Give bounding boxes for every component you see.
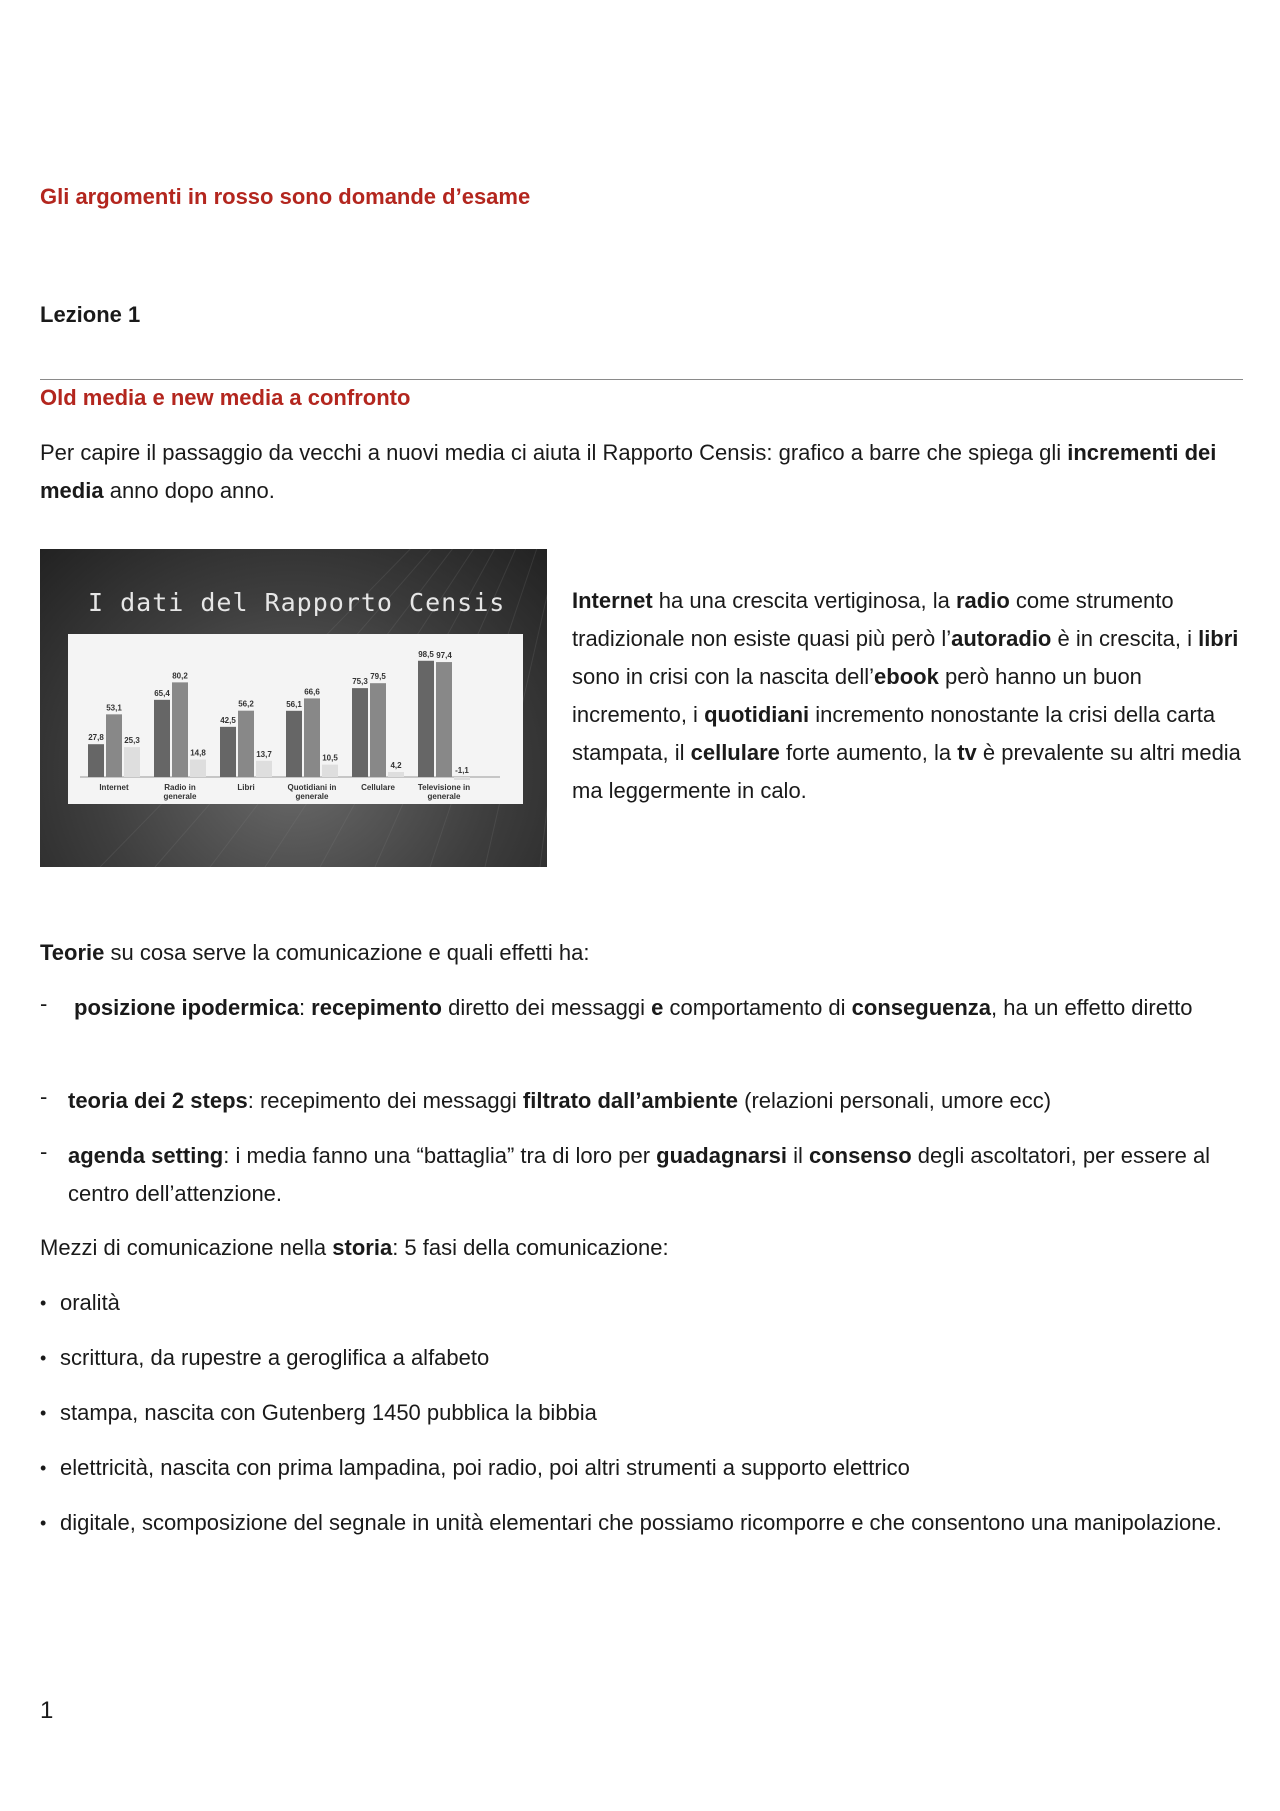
intro-bold-1: incrementi dei media — [40, 440, 1217, 503]
chart-tick-label: Televisione in — [417, 783, 471, 792]
chart-bar — [454, 777, 470, 780]
chart-tick-label: generale — [295, 792, 329, 801]
chart-title: I dati del Rapporto Censis — [88, 588, 506, 617]
chart-data-label: 53,1 — [106, 703, 122, 713]
chart-bar — [238, 711, 254, 777]
desc-text-8: sono in crisi con la nascita dell’ — [572, 664, 875, 689]
theory-span: comportamento di — [663, 995, 852, 1020]
theory-term: e — [651, 995, 664, 1020]
desc-text-4: come strumento tradizionale non esiste quasi più però l’ — [572, 588, 1174, 651]
chart-data-label: -1,1 — [455, 766, 469, 775]
dash-marker: - — [40, 1139, 48, 1164]
theory-span: (relazioni personali, umore ecc) — [738, 1088, 1052, 1113]
theory-term: agenda setting — [68, 1143, 224, 1168]
chart-tick-label: generale — [427, 792, 461, 801]
theory-span: : i media fanno una “battaglia” tra di loro per — [223, 1143, 657, 1168]
chart-bar — [370, 683, 386, 777]
desc-ebook: ebook — [874, 664, 939, 689]
chart-bar — [322, 765, 338, 777]
desc-libri: libri — [1198, 626, 1239, 651]
desc-text-2: ha una crescita vertiginosa, la — [652, 588, 956, 613]
chart-data-label: 14,8 — [190, 748, 206, 758]
desc-quotidiani: quotidiani — [704, 702, 810, 727]
lesson-title: Lezione 1 — [40, 302, 141, 327]
theory-term: teoria dei 2 steps — [68, 1088, 248, 1113]
desc-text-12: incremento nonostante la crisi della carta stampata, il — [572, 702, 1216, 765]
phase-text: elettricità, nascita con prima lampadina, poi radio, poi altri strumenti a supporto elettrico — [60, 1455, 910, 1480]
desc-radio: radio — [955, 588, 1010, 613]
chart-tick-label: Cellulare — [361, 783, 395, 792]
theory-term: recepimento — [311, 995, 442, 1020]
theory-span: : recepimento dei messaggi — [247, 1088, 523, 1113]
intro-paragraph — [40, 434, 1243, 510]
desc-tv: tv — [957, 740, 977, 765]
chart-tick-label: Internet — [99, 783, 129, 792]
desc-text-6: è in crescita, i — [1051, 626, 1199, 651]
chart-tick-label: Libri — [237, 783, 255, 792]
chart-bar — [190, 760, 206, 777]
dash-marker: - — [40, 991, 48, 1016]
chart-data-label: 13,7 — [256, 749, 272, 759]
chart-bar — [106, 714, 122, 777]
phase-text: oralità — [60, 1290, 120, 1315]
theory-span: il — [786, 1143, 809, 1168]
chart-data-label: 56,2 — [238, 699, 254, 709]
page-number: 1 — [40, 1697, 54, 1724]
intro-text-2: anno dopo anno. — [103, 478, 275, 503]
chart-bar — [154, 700, 170, 777]
theory-term: consenso — [808, 1143, 912, 1168]
chart-bar — [304, 698, 320, 777]
history-title-bold: storia — [332, 1235, 393, 1260]
desc-cellulare: cellulare — [690, 740, 780, 765]
theory-span: diretto dei messaggi — [442, 995, 652, 1020]
desc-autoradio: autoradio — [951, 626, 1052, 651]
bullet-marker: • — [40, 1513, 47, 1533]
section-title: Old media e new media a confronto — [40, 385, 411, 410]
chart-data-label: 65,4 — [154, 688, 170, 698]
chart-bar — [418, 661, 434, 777]
theory-text — [68, 1082, 1243, 1120]
bullet-marker: • — [40, 1293, 47, 1313]
chart-tick-label: generale — [163, 792, 197, 801]
chart-data-label: 66,6 — [304, 687, 320, 697]
bullet-marker: • — [40, 1458, 47, 1478]
chart-data-label: 25,3 — [124, 736, 140, 746]
chart-bar — [286, 711, 302, 777]
chart-bar — [88, 744, 104, 777]
chart-data-label: 80,2 — [172, 671, 188, 681]
phase-text: scrittura, da rupestre a geroglifica a alfabeto — [60, 1345, 490, 1370]
theory-span: degli ascoltatori, per essere al centro dell’attenzione. — [68, 1143, 1211, 1206]
chart-data-label: 56,1 — [286, 699, 302, 709]
chart-data-label: 4,2 — [390, 761, 402, 771]
chart-data-label: 79,5 — [370, 672, 386, 682]
chart-data-label: 75,3 — [352, 677, 368, 687]
chart-data-label: 27,8 — [88, 733, 104, 743]
bullet-marker: • — [40, 1403, 47, 1423]
history-title — [40, 1229, 669, 1267]
theory-text — [68, 989, 1243, 1027]
theories-title-text: su cosa serve la comunicazione e quali effetti ha: — [104, 940, 590, 965]
chart-bar — [124, 747, 140, 777]
background-streak — [540, 549, 547, 867]
chart-tick-label: Quotidiani in — [287, 783, 337, 792]
theories-title — [40, 934, 590, 972]
phase-text: stampa, nascita con Gutenberg 1450 pubblica la bibbia — [60, 1400, 597, 1425]
history-title-text-2: : 5 fasi della comunicazione: — [392, 1235, 669, 1260]
theory-term: guadagnarsi — [656, 1143, 787, 1168]
theory-term: conseguenza — [851, 995, 992, 1020]
desc-text-10: però hanno un buon incremento, i — [572, 664, 1142, 727]
exam-note: Gli argomenti in rosso sono domande d’esame — [40, 184, 531, 209]
theory-text — [68, 1137, 1243, 1213]
chart-data-label: 97,4 — [436, 651, 452, 661]
chart-data-label: 98,5 — [418, 649, 434, 659]
dash-marker: - — [40, 1084, 48, 1109]
chart-tick-label: Radio in — [164, 783, 196, 792]
desc-internet: Internet — [572, 588, 653, 613]
censis-chart-image — [40, 549, 547, 867]
theories-title-bold: Teorie — [40, 940, 105, 965]
intro-text-1: Per capire il passaggio da vecchi a nuovi media ci aiuta il Rapporto Censis: grafico a barre che spiega gli — [40, 440, 1068, 465]
chart-bar — [256, 761, 272, 777]
chart-bar — [436, 662, 452, 777]
desc-text-14: forte aumento, la — [779, 740, 958, 765]
chart-description — [572, 582, 1244, 810]
chart-bar — [172, 682, 188, 777]
document-page — [40, 0, 1243, 1811]
history-title-text-1: Mezzi di comunicazione nella — [40, 1235, 333, 1260]
chart-bar — [388, 772, 404, 777]
theory-span: : — [298, 995, 312, 1020]
desc-text-16: è prevalente su altri media ma leggermente in calo. — [572, 740, 1241, 803]
theory-span: , ha un effetto diretto — [991, 995, 1193, 1020]
phase-text: digitale, scomposizione del segnale in unità elementari che possiamo ricomporre e che consentono una manipolazione. — [60, 1510, 1222, 1535]
chart-bar — [352, 688, 368, 777]
chart-data-label: 10,5 — [322, 753, 338, 763]
theory-term: posizione ipodermica — [74, 995, 299, 1020]
theory-term: filtrato dall’ambiente — [522, 1088, 739, 1113]
censis-chart — [40, 549, 547, 867]
bullet-marker: • — [40, 1348, 47, 1368]
chart-data-label: 42,5 — [220, 715, 236, 725]
chart-bar — [220, 727, 236, 777]
